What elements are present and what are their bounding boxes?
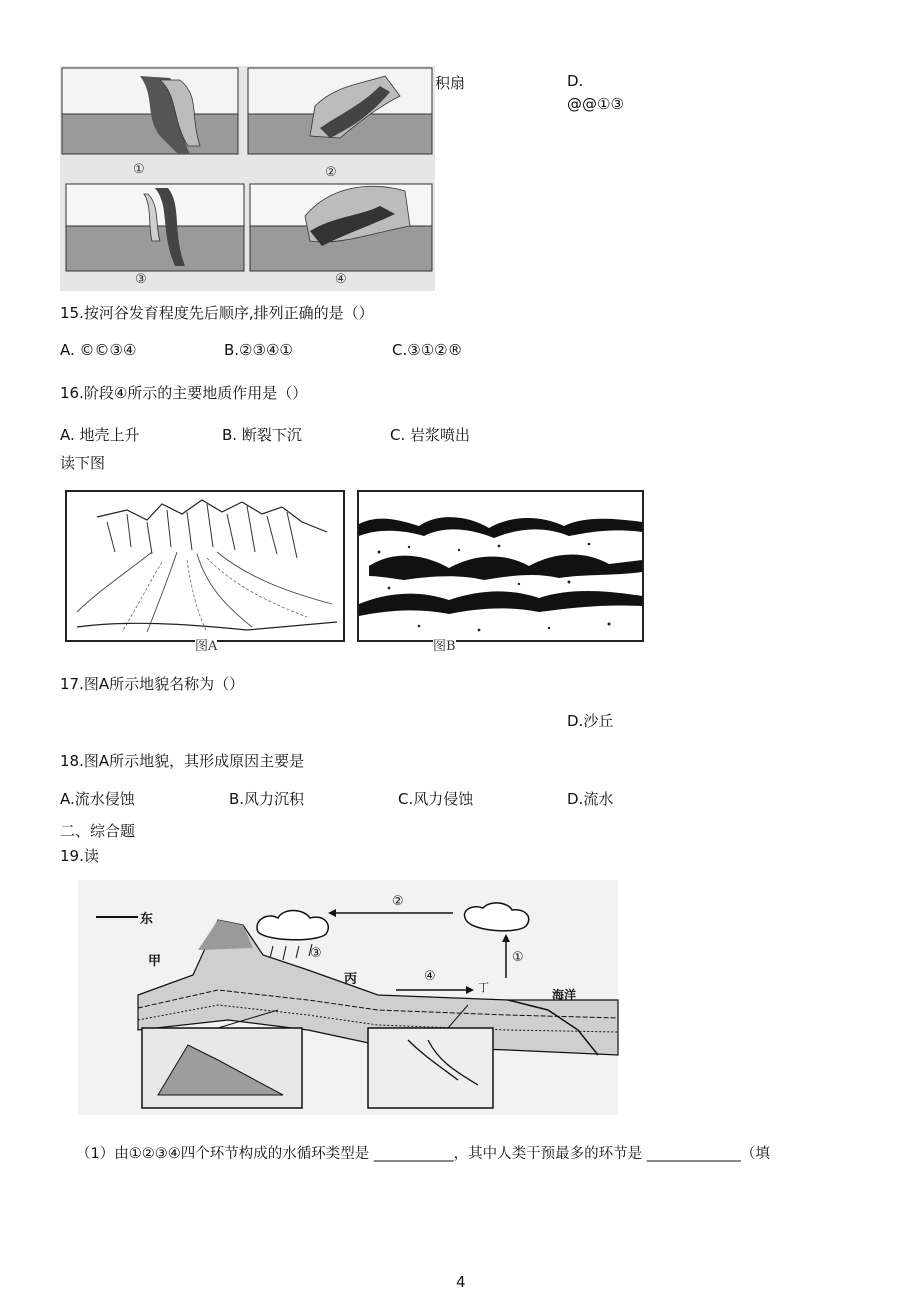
option-d-value: @@①③ [567,95,624,113]
question-18-option-d: D.流水 [567,790,614,808]
block-label-4: ④ [335,272,347,287]
question-16-option-c: C. 岩浆喷出 [390,426,471,444]
question-18-option-c: C.风力侵蚀 [398,790,474,808]
figure-b-label: 图B [433,635,456,654]
question-16-option-b: B. 断裂下沉 [222,426,302,444]
question-15-stem: 15.按河谷发育程度先后顺序,排列正确的是（） [60,304,374,322]
alluvial-fan-svg [67,492,343,640]
block-4 [250,184,432,271]
label-jia: 甲 [148,954,162,969]
block-3 [66,184,244,271]
label-bing: 丙 [344,972,358,987]
question-15-option-a: A. ©©③④ [60,341,137,359]
section-2-title: 二、综合题 [60,822,136,840]
circled-2: ② [392,894,404,909]
option-c-fragment: 积扇 [435,74,466,92]
question-18-option-b: B.风力沉积 [229,790,305,808]
label-ding: 丁 [478,981,489,994]
question-17-stem: 17.图A所示地貌名称为（） [60,675,245,693]
circled-4: ④ [424,969,436,984]
question-15-option-b: B.②③④① [224,341,293,359]
label-east: 东 [140,912,154,927]
land-cloud [257,911,328,940]
rain-lines [270,944,312,960]
question-18-stem: 18.图A所示地貌，其形成原因主要是 [60,752,305,770]
block-1 [62,68,238,154]
question-19-stem: 19.读 [60,847,99,865]
circled-1: ① [512,950,524,965]
block-label-1: ① [133,162,145,177]
water-cycle-svg [78,880,618,1115]
question-15-option-c: C.③①②® [392,341,463,359]
label-ocean: 海洋 [552,988,577,1002]
valley-blocks-svg [60,66,435,291]
block-label-2: ② [325,165,337,180]
option-d-label: D. [567,72,584,90]
sand-dunes-svg [359,492,642,640]
water-cycle-figure [78,880,618,1115]
figure-a-label: 图A [195,635,217,654]
figure-a [65,490,345,654]
figure-b [357,490,644,654]
block-2 [248,68,432,154]
question-16-options-clipped [60,424,560,444]
valley-development-figure [60,66,435,291]
question-17-option-d: D.沙丘 [567,712,614,730]
question-16-option-a: A. 地壳上升 [60,426,140,444]
block-label-3: ③ [135,272,147,287]
inset-delta [368,1028,493,1108]
circled-3: ③ [310,946,322,961]
question-16-stem: 16.阶段④所示的主要地质作用是（） [60,384,308,402]
question-19-part-1: （1）由①②③④四个环节构成的水循环类型是 ___________，其中人类干预最多的环节是 _____________（填 [76,1146,770,1162]
page-number: 4 [456,1273,466,1291]
question-18-option-a: A.流水侵蚀 [60,790,135,808]
ocean-cloud [464,903,528,931]
read-figure-instruction: 读下图 [60,454,106,472]
